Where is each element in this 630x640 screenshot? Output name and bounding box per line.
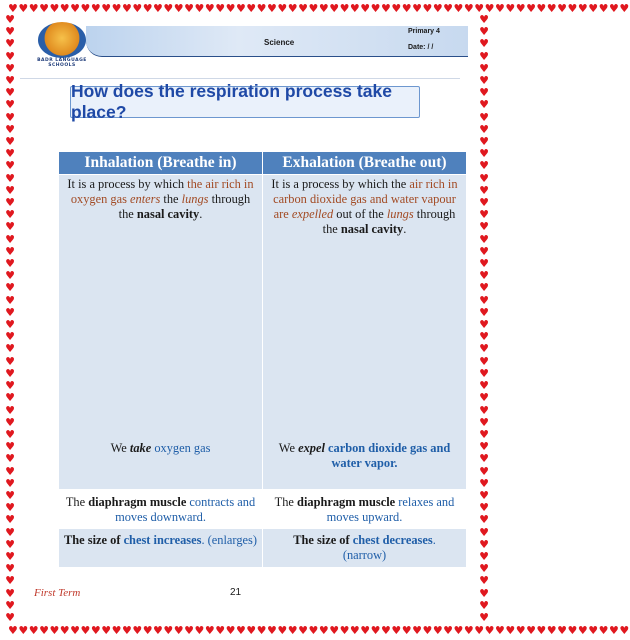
header-band bbox=[86, 26, 468, 57]
illustration-row bbox=[59, 239, 467, 439]
grade-label: Primary 4 bbox=[408, 28, 440, 35]
school-logo bbox=[26, 20, 98, 66]
inhalation-header: Inhalation (Breathe in) bbox=[59, 152, 263, 175]
exhalation-illustration-area bbox=[263, 239, 467, 439]
question-title: How does the respiration process take place? bbox=[71, 81, 392, 122]
heart-border-top: ♥♥♥♥♥♥♥♥♥♥♥♥♥♥♥♥♥♥♥♥♥♥♥♥♥♥♥♥♥♥♥♥♥♥♥♥♥♥♥♥♥♥♥♥♥♥♥♥♥♥♥♥♥♥♥♥♥♥♥♥ bbox=[8, 2, 630, 15]
inhalation-illustration-area bbox=[59, 239, 263, 439]
inhalation-gas: We take oxygen gas bbox=[59, 439, 263, 489]
footer-term: First Term bbox=[34, 587, 81, 599]
inhalation-definition: It is a process by which the air rich in oxygen gas enters the lungs through the nasal cavity. bbox=[59, 175, 263, 240]
exhalation-header: Exhalation (Breathe out) bbox=[263, 152, 467, 175]
question-box bbox=[70, 81, 420, 122]
respiration-table bbox=[58, 151, 467, 567]
school-name: BADR LANGUAGE SCHOOLS bbox=[37, 58, 87, 68]
header-divider bbox=[20, 78, 460, 79]
exhalation-chest: The size of chest decreases. (narrow) bbox=[263, 529, 467, 567]
inhalation-chest: The size of chest increases. (enlarges) bbox=[59, 529, 263, 567]
chest-row bbox=[59, 529, 467, 567]
subject-label: Science bbox=[264, 38, 295, 47]
page-header bbox=[26, 20, 468, 68]
school-emblem-icon bbox=[38, 22, 86, 58]
diaphragm-row bbox=[59, 489, 467, 529]
heart-border-left: ♥ ♥ ♥ ♥ ♥ ♥ ♥ ♥ ♥ ♥ ♥ ♥ ♥ ♥ ♥ ♥ ♥ ♥ ♥ ♥ ♥ ♥ ♥ ♥ ♥ ♥ ♥ ♥ ♥ ♥ ♥ ♥ ♥ ♥ ♥ ♥ ♥ ♥ ♥ ♥ ♥ ♥ ♥ ♥ ♥ ♥ ♥ ♥ ♥ ♥ bbox=[5, 13, 15, 624]
exhalation-gas: We expel carbon dioxide gas and water vapor. bbox=[263, 439, 467, 489]
table-header-row bbox=[59, 152, 467, 175]
inhalation-diaphragm: The diaphragm muscle contracts and moves downward. bbox=[59, 489, 263, 529]
heart-border-bottom: ♥♥♥♥♥♥♥♥♥♥♥♥♥♥♥♥♥♥♥♥♥♥♥♥♥♥♥♥♥♥♥♥♥♥♥♥♥♥♥♥♥♥♥♥♥♥♥♥♥♥♥♥♥♥♥♥♥♥♥♥ bbox=[8, 624, 630, 637]
exhalation-diaphragm: The diaphragm muscle relaxes and moves upward. bbox=[263, 489, 467, 529]
exhalation-definition: It is a process by which the air rich in carbon dioxide gas and water vapour are expelled out of the lungs through the nasal cavity. bbox=[263, 175, 467, 240]
definition-row bbox=[59, 175, 467, 240]
page-number: 21 bbox=[230, 587, 242, 598]
date-label: Date: / / bbox=[408, 44, 434, 51]
gas-row bbox=[59, 439, 467, 489]
heart-border-right: ♥ ♥ ♥ ♥ ♥ ♥ ♥ ♥ ♥ ♥ ♥ ♥ ♥ ♥ ♥ ♥ ♥ ♥ ♥ ♥ ♥ ♥ ♥ ♥ ♥ ♥ ♥ ♥ ♥ ♥ ♥ ♥ ♥ ♥ ♥ ♥ ♥ ♥ ♥ ♥ ♥ ♥ ♥ ♥ ♥ ♥ ♥ ♥ ♥ ♥ bbox=[479, 13, 489, 624]
